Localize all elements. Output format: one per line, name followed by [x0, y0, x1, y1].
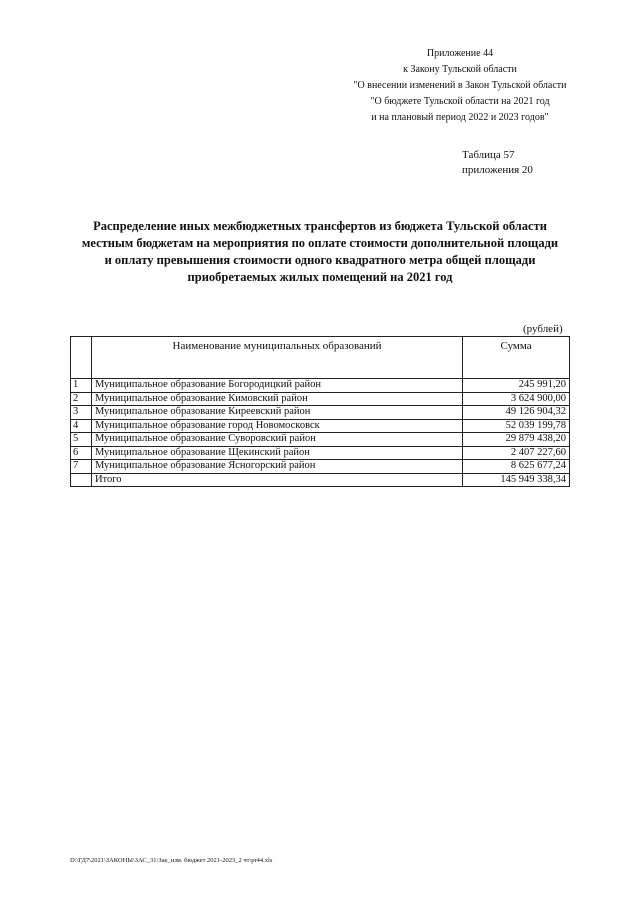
header-sum-cell: Сумма	[463, 337, 570, 379]
table-row	[71, 433, 570, 447]
header-line: и на плановый период 2022 и 2023 годов"	[371, 112, 549, 123]
row-num: 1	[71, 379, 92, 393]
row-sum: 52 039 199,78	[463, 419, 570, 433]
row-num: 5	[71, 433, 92, 447]
row-num: 6	[71, 446, 92, 460]
row-num: 4	[71, 419, 92, 433]
table-row	[71, 392, 570, 406]
row-name: Муниципальное образование Кимовский район	[91, 392, 462, 406]
row-name: Муниципальное образование Киреевский район	[91, 406, 462, 420]
header-line: к Закону Тульской области	[403, 64, 517, 75]
table-row	[71, 446, 570, 460]
document-title	[60, 218, 580, 286]
table-number: Таблица 57	[462, 149, 515, 161]
row-sum: 29 879 438,20	[463, 433, 570, 447]
table-header-row	[71, 337, 570, 379]
row-name: Муниципальное образование Щекинский район	[91, 446, 462, 460]
title-line: Распределение иных межбюджетных трансфертов из бюджета Тульской области	[93, 219, 547, 233]
appendix-number: приложения 20	[462, 164, 533, 176]
row-num: 2	[71, 392, 92, 406]
title-line: и оплату превышения стоимости одного квадратного метра общей площади	[104, 253, 536, 267]
header-line: "О бюджете Тульской области на 2021 год	[370, 96, 550, 107]
total-num-cell	[71, 473, 92, 487]
title-line: местным бюджетам на мероприятия по оплате стоимости дополнительной площади	[81, 236, 559, 250]
row-name: Муниципальное образование Суворовский район	[91, 433, 462, 447]
total-label: Итого	[91, 473, 462, 487]
transfers-table	[70, 336, 570, 487]
row-sum: 3 624 900,00	[463, 392, 570, 406]
table-row	[71, 406, 570, 420]
row-sum: 8 625 677,24	[463, 460, 570, 474]
units-label: (рублей)	[523, 323, 563, 335]
title-line: приобретаемых жилых помещений на 2021 год	[187, 270, 453, 284]
header-num-cell	[71, 337, 92, 379]
table-total-row	[71, 473, 570, 487]
table-row	[71, 419, 570, 433]
row-sum: 49 126 904,32	[463, 406, 570, 420]
row-num: 3	[71, 406, 92, 420]
table-reference	[462, 148, 533, 178]
table-row	[71, 460, 570, 474]
row-sum: 245 991,20	[463, 379, 570, 393]
appendix-header	[330, 46, 590, 126]
row-sum: 2 407 227,60	[463, 446, 570, 460]
row-name: Муниципальное образование город Новомосковск	[91, 419, 462, 433]
row-name: Муниципальное образование Ясногорский район	[91, 460, 462, 474]
file-path-footer: D:\ГД7\2021\ЗАКОНЫ\ЗАС_31\Зак_изм. бюджет 2021-2023_2 чт\pr44.xls	[70, 857, 273, 864]
row-num: 7	[71, 460, 92, 474]
row-name: Муниципальное образование Богородицкий район	[91, 379, 462, 393]
table-row	[71, 379, 570, 393]
total-sum: 145 949 338,34	[463, 473, 570, 487]
header-name-cell: Наименование муниципальных образований	[91, 337, 462, 379]
header-line: "О внесении изменений в Закон Тульской области	[353, 80, 567, 91]
header-line: Приложение 44	[426, 48, 494, 59]
